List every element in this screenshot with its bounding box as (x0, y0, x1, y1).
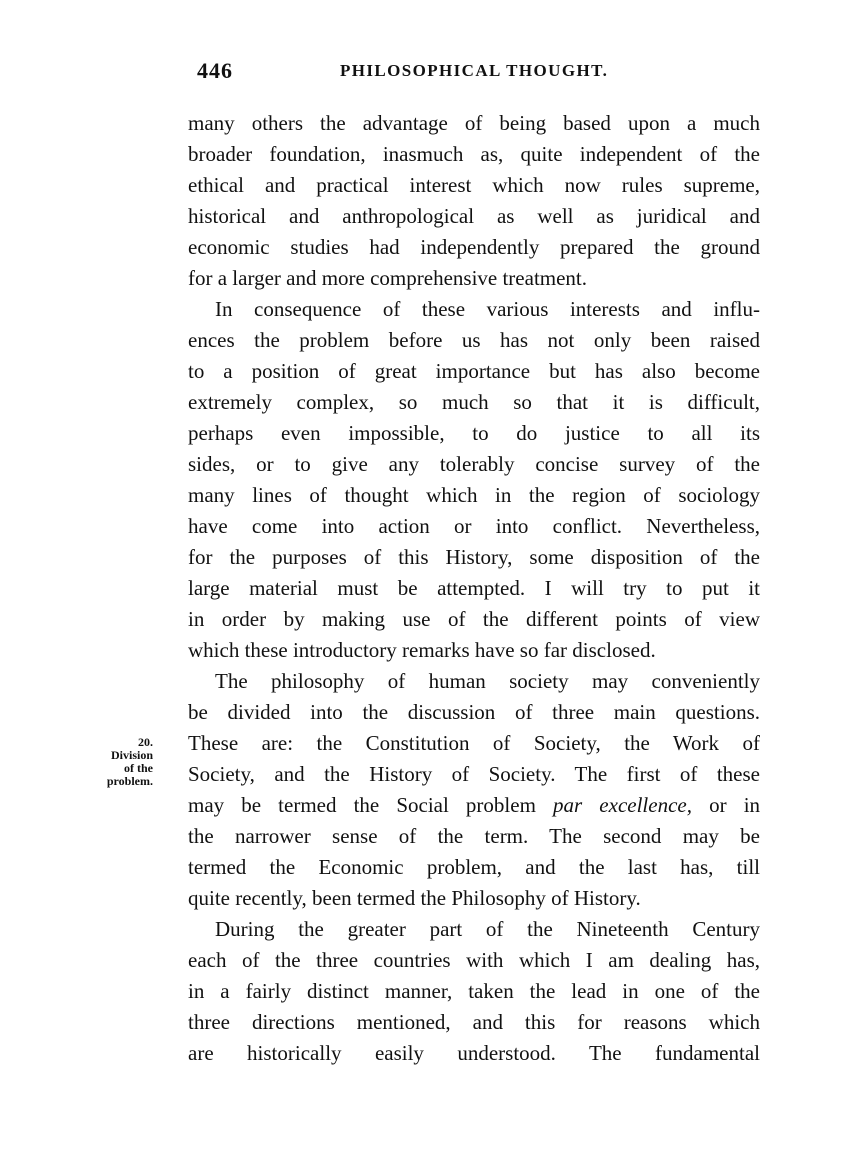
text-line: Society, and the History of Society. The first of these (188, 762, 760, 786)
text-line: large material must be attempted. I will try to put it (188, 576, 760, 600)
page-number: 446 (197, 58, 233, 83)
margin-note-number: 20. (138, 735, 153, 749)
text-line: be divided into the discussion of three main questions. (188, 700, 760, 724)
margin-note-line: problem. (106, 774, 153, 788)
text-line: for a larger and more comprehensive treatment. (188, 266, 588, 290)
text-line: three directions mentioned, and this for reasons which (188, 1010, 760, 1034)
text-line: ethical and practical interest which now rules supreme, (188, 173, 760, 197)
text-line: to a position of great importance but has also become (188, 359, 760, 383)
text-line: each of the three countries with which I am dealing has, (188, 948, 760, 972)
text-line: the narrower sense of the term. The second may be (188, 824, 760, 848)
margin-note (85, 736, 153, 788)
italic-phrase: par excellence, (553, 793, 692, 817)
text-line: termed the Economic problem, and the last has, till (188, 855, 760, 879)
running-head (185, 58, 765, 88)
text-line: sides, or to give any tolerably concise survey of the (188, 452, 760, 476)
text-line: have come into action or into conflict. Nevertheless, (188, 514, 760, 538)
text-line: ences the problem before us has not only been raised (188, 328, 760, 352)
text-line: These are: the Constitution of Society, the Work of (188, 731, 760, 755)
text-line: perhaps even impossible, to do justice to all its (188, 421, 760, 445)
text-line: The philosophy of human society may conveniently (215, 669, 760, 693)
margin-note-line: Division (110, 748, 153, 762)
text-line: broader foundation, inasmuch as, quite independent of the (188, 142, 760, 166)
text-line: many others the advantage of being based upon a much (188, 111, 760, 135)
text-segment: or in (709, 793, 761, 817)
text-line: In consequence of these various interests and influ- (215, 297, 760, 321)
text-line: During the greater part of the Nineteenth Century (215, 917, 760, 941)
running-title: PHILOSOPHICAL THOUGHT. (340, 61, 609, 80)
text-line (188, 790, 760, 821)
text-line: which these introductory remarks have so far disclosed. (188, 638, 656, 662)
text-line: extremely complex, so much so that it is difficult, (188, 390, 760, 414)
text-line: in a fairly distinct manner, taken the lead in one of the (188, 979, 760, 1003)
text-line: for the purposes of this History, some disposition of the (188, 545, 760, 569)
text-line: in order by making use of the different points of view (188, 607, 760, 631)
body-text (188, 108, 760, 1069)
text-line: quite recently, been termed the Philosophy of History. (188, 886, 641, 910)
text-segment: may be termed the Social problem (188, 793, 536, 817)
text-line: are historically easily understood. The fundamental (188, 1041, 760, 1065)
text-line: many lines of thought which in the region of sociology (188, 483, 760, 507)
text-line: historical and anthropological as well as juridical and (188, 204, 760, 228)
text-line: economic studies had independently prepared the ground (188, 235, 760, 259)
margin-note-line: of the (124, 761, 153, 775)
